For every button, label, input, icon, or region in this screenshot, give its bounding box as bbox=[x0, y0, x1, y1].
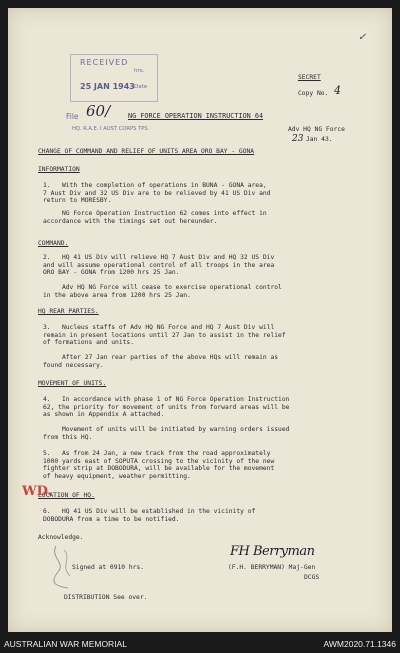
subject-line: CHANGE OF COMMAND AND RELIEF OF UNITS AREA ORO BAY - GONA bbox=[38, 148, 255, 155]
wd-annotation: WD. bbox=[22, 484, 52, 499]
paragraph-1: 1. With the completion of operations in BUNA - GONA area, 7 Aust Div and 32 US Div are to be relieved by 41 US Div and return to MORESBY. bbox=[43, 182, 271, 205]
signatory-role: DCGS bbox=[304, 574, 320, 581]
paragraph-5: 5. As from 24 Jan, a new track from the road approximately 1000 yards east of SOPUTA crossing to the vicinity of the new fighter strip at DOBODURA, will be available for the movement of heavy equipment, weather permitting. bbox=[43, 450, 275, 480]
paragraph-4b: Movement of units will be initiated by warning orders issued from this HQ. bbox=[43, 426, 290, 441]
stamp-received: RECEIVED bbox=[80, 58, 129, 67]
section-heading-command: COMMAND. bbox=[38, 240, 69, 247]
security-classification: SECRET bbox=[298, 74, 321, 81]
paragraph-3b: After 27 Jan rear parties of the above HQs will remain as found necessary. bbox=[43, 354, 279, 369]
section-heading-information: INFORMATION bbox=[38, 166, 80, 173]
section-heading-location: LOCATION OF HQ. bbox=[38, 492, 95, 499]
stamp-file-number: 60/ bbox=[86, 102, 111, 120]
stamp-date-label: Date bbox=[134, 84, 148, 90]
paragraph-1b: NG Force Operation Instruction 62 comes into effect in accordance with the timings set out hereunder. bbox=[43, 210, 267, 225]
copy-number: 4 bbox=[334, 84, 341, 97]
issuing-hq: Adv HQ NG Force bbox=[288, 126, 345, 133]
signatory-name: (F.H. BERRYMAN) Maj-Gen bbox=[228, 564, 316, 571]
paragraph-6: 6. HQ 41 US Div will be established in the vicinity of DOBODURA from a time to be notified. bbox=[43, 508, 256, 523]
stamp-file-label: File bbox=[66, 112, 79, 121]
paragraph-2: 2. HQ 41 US Div will relieve HQ 7 Aust Div and HQ 32 US Div and will assume operational control of all troops in the area ORO BAY - GONA from 1200 hrs 25 Jan. bbox=[43, 254, 275, 277]
document-page bbox=[8, 8, 392, 632]
paragraph-2b: Adv HQ NG Force will cease to exercise operational control in the above area from 1200 hrs 25 Jan. bbox=[43, 284, 282, 299]
issue-date: Jan 43. bbox=[306, 136, 333, 143]
signed-time: Signed at 0910 hrs. bbox=[72, 564, 145, 571]
section-heading-rear-parties: HQ REAR PARTIES. bbox=[38, 308, 99, 315]
footer-bar bbox=[0, 634, 400, 653]
document-title: NG FORCE OPERATION INSTRUCTION 64 bbox=[128, 112, 264, 120]
section-heading-movement: MOVEMENT OF UNITS. bbox=[38, 380, 107, 387]
copy-label: Copy No. bbox=[298, 90, 329, 97]
stamp-hrs: hrs. bbox=[134, 68, 145, 74]
signature: FH Berryman bbox=[230, 544, 315, 559]
issue-day: 23 bbox=[292, 134, 304, 144]
paragraph-3: 3. Nucleus staffs of Adv HQ NG Force and HQ 7 Aust Div will remain in present locations until 27 Jan to assist in the relief of formations and units. bbox=[43, 324, 286, 347]
paragraph-4: 4. In accordance with phase 1 of NG Force Operation Instruction 62, the priority for movement of units from forward areas will be as shown in Appendix A attached. bbox=[43, 396, 290, 419]
stamp-date: 25 JAN 1943 bbox=[80, 82, 135, 91]
check-mark-icon: ✓ bbox=[358, 32, 367, 43]
distribution-note: DISTRIBUTION See over. bbox=[64, 594, 148, 601]
footer-accession-number: AWM2020.71.1346 bbox=[323, 639, 396, 649]
stamp-unit: HQ. R.A.E. I AUST CORPS TPS. bbox=[72, 126, 150, 132]
footer-institution: AUSTRALIAN WAR MEMORIAL bbox=[4, 639, 127, 649]
acknowledge-text: Acknowledge. bbox=[38, 534, 84, 541]
